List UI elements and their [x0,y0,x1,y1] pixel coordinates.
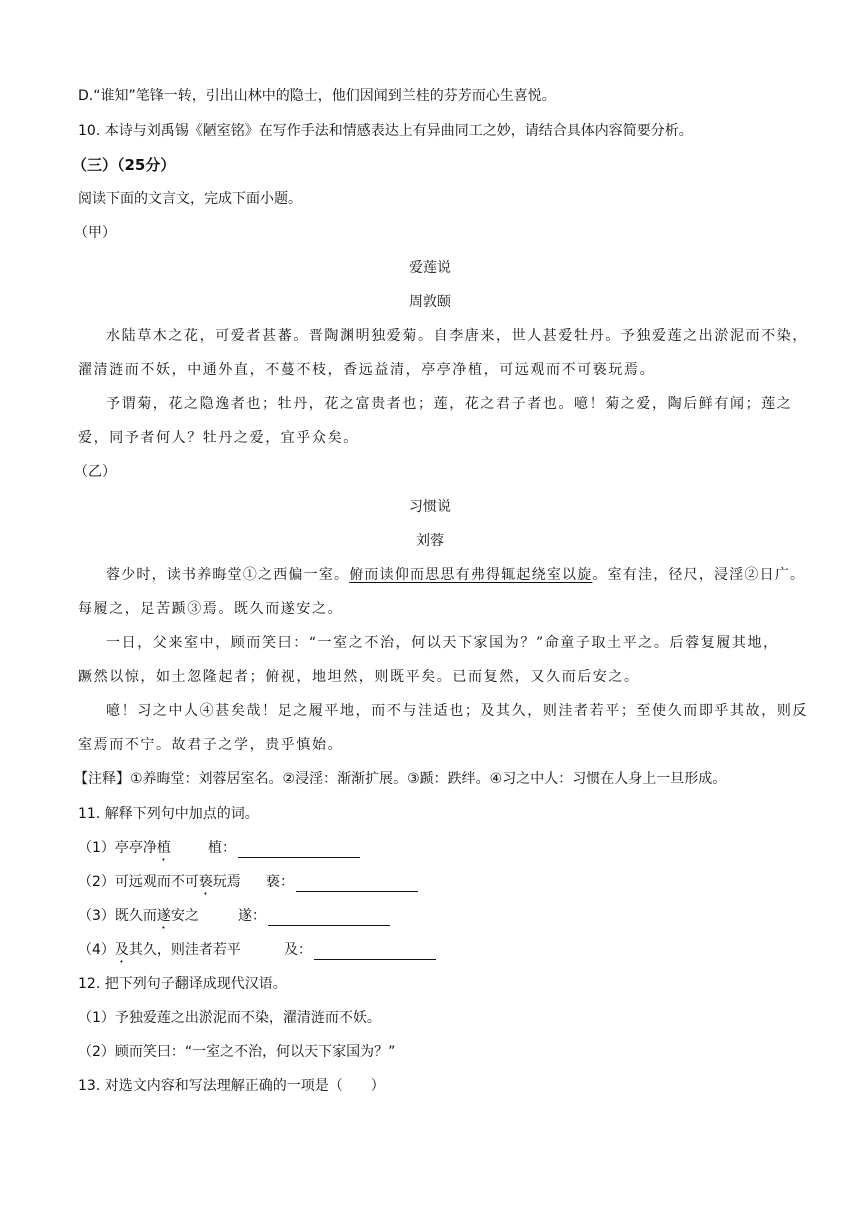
passage-a-author: 周敦颐 [409,294,451,310]
answer-blank[interactable] [268,909,390,926]
q12-sentence-2: （2）顾而笑曰：“一室之不治，何以天下家国为？” [78,1044,396,1060]
passage-b-p3-line1 [106,701,808,721]
passage-b-text: 蓉少时，读书养晦堂 [106,567,243,583]
passage-a-p2-line1: 予谓菊，花之隐逸者也；牡丹，花之富贵者也；莲，花之君子者也。噫！菊之爱，陶后鲜有闻；莲之 [106,396,793,412]
q12-sentence-1: （1）予独爱莲之出淤泥而不染，濯清涟而不妖。 [78,1010,381,1026]
q11-answer-3: 遂： [238,906,390,926]
dotted-word: 亵 [198,874,213,890]
passage-b-p1-line2 [78,599,343,619]
passage-b-title: 习惯说 [409,499,451,515]
passage-a-p2-line2: 爱，同予者何人？牡丹之爱，宜乎众矣。 [78,430,359,446]
q11-item-2: （2）可远观而不可亵玩焉 [78,874,241,890]
passage-b-text: 甚矣哉！足之履平地，而不与洼适也；及其久，则洼者若平；至使久而即乎其故，则反 [215,703,809,719]
note-ref-2: ② [744,567,760,583]
passage-b-p2-line2: 蹶然以惊，如土忽隆起者；俯视，地坦然，则既平矣。已而复然，又久而后安之。 [78,669,640,685]
dotted-word: 遂 [156,908,171,924]
passage-a-p1-line2: 濯清涟而不妖，中通外直，不蔓不枝，香远益清，亭亭净植，可远观而不可亵玩焉。 [78,362,656,378]
passage-b-author: 刘蓉 [416,533,444,549]
dotted-word: 植 [156,840,171,856]
passage-b-text: 焉。既久而遂安之。 [202,601,344,617]
q11-answer-4: 及： [284,940,436,960]
note-ref-4: ④ [199,703,216,719]
answer-blank[interactable] [238,841,360,858]
q9-option-d: D.“谁知”笔锋一转，引出山林中的隐士，他们因闻到兰桂的芬芳而心生喜悦。 [78,88,556,104]
question-12: 12. 把下列句子翻译成现代汉语。 [78,976,287,992]
answer-blank[interactable] [314,943,436,960]
question-11: 11. 解释下列句中加点的词。 [78,806,259,822]
passage-b-text: 噫！习之中人 [106,703,200,719]
q11-item-1: （1）亭亭净植 [78,840,171,856]
q11-answer-1: 植： [208,838,360,858]
passage-b-text: 之西偏一室。 [258,567,350,583]
passage-b-text: 。室有洼，径尺，浸淫 [592,567,745,583]
passage-a-label: （甲） [74,225,116,241]
question-13: 13. 对选文内容和写法理解正确的一项是（ ） [78,1078,385,1094]
q11-item-4: （4）及其久，则洼者若平 [78,942,241,958]
passage-b-p2-line1: 一日，父来室中，顾而笑曰：“一室之不治，何以天下家国为？”命童子取土平之。后蓉复履其地， [106,635,779,651]
passage-a-title: 爱莲说 [409,260,451,276]
underlined-sentence: 俯而读仰而思思有弗得辄起绕室以旋 [349,567,593,583]
q11-answer-2: 亵： [266,872,418,892]
dotted-word: 及 [114,942,129,958]
answer-blank[interactable] [296,875,418,892]
question-10: 10. 本诗与刘禹锡《陋室铭》在写作手法和情感表达上有异曲同工之妙，请结合具体内容简要分析。 [78,123,693,139]
section-3-heading: （三）（25分） [72,156,176,174]
passage-b-text: 每履之，足苦踬 [78,601,188,617]
note-ref-1: ① [242,567,259,583]
passage-a-p1-line1: 水陆草木之花，可爱者甚蕃。晋陶渊明独爱菊。自李唐来，世人甚爱牡丹。予独爱莲之出淤泥而不染， [106,328,808,344]
q11-item-3: （3）既久而遂安之 [78,908,199,924]
passage-b-label: （乙） [74,464,116,480]
note-ref-3: ③ [187,601,203,617]
passage-b-p1-line1 [106,565,805,585]
section-3-instruction: 阅读下面的文言文，完成下面小题。 [78,191,302,207]
passage-b-text: 日广。 [759,567,806,583]
passage-b-p3-line2: 室焉而不宁。故君子之学，贵乎慎始。 [78,737,344,753]
annotations: 【注释】①养晦堂：刘蓉居室名。②浸淫：渐渐扩展。③踬：跌绊。④习之中人：习惯在人身上一旦形成。 [74,771,727,787]
